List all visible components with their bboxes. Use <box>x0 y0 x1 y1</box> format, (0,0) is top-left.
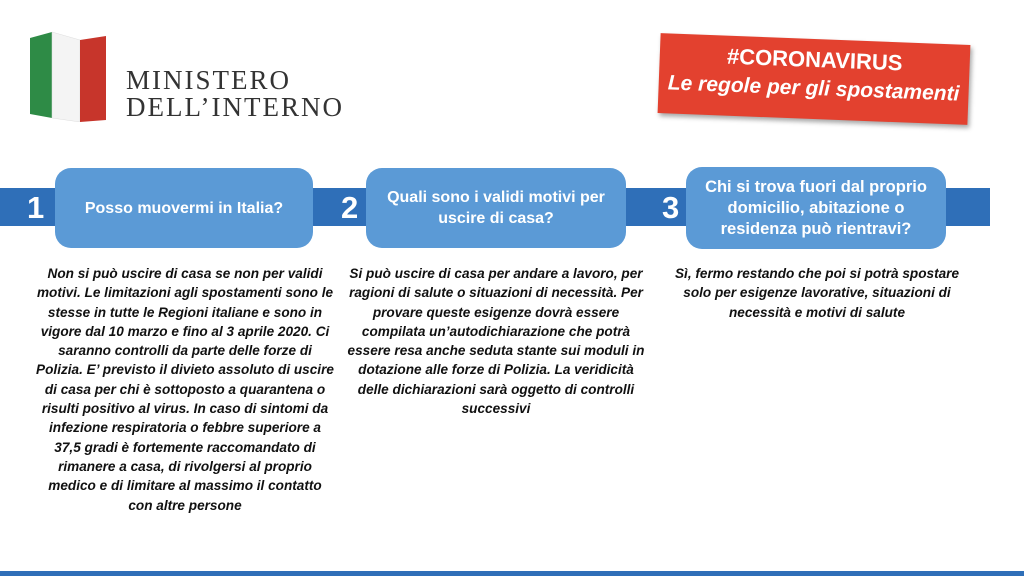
ministry-name-line1: MINISTERO <box>126 65 291 95</box>
step-number-2: 2 <box>341 190 359 225</box>
step-question-3: Chi si trova fuori dal proprio domicilio, abitazione o residenza può rientravi? <box>686 167 946 249</box>
step-answer-3: Sì, fermo restando che poi si potrà spostare solo per esigenze lavorative, situazioni di necessità e motivi di salute <box>674 266 960 320</box>
ministry-name-line2: DELL’INTERNO <box>126 92 344 122</box>
step-answer-1: Non si può uscire di casa se non per validi motivi. Le limitazioni agli spostamenti sono le stesse in tutte le Regioni italiane e sono in vigore dal 10 marzo e fino al 3 aprile 2020. Ci saranno controlli da parte delle forze di Polizia. E’ previsto il divieto assoluto di uscire di casa per chi è sottoposto a quarantena o risulti positivo al virus. In caso di sintomi da infezione respiratoria o febbre superiore a 37,5 gradi è fortemente raccomandato di rimanere a casa, di rivolgersi al proprio medico e di limitare al massimo il contatto con altre persone <box>36 266 334 513</box>
tag-hashtag: #CORONAVIRUS <box>726 43 903 76</box>
coronavirus-tag <box>658 33 971 125</box>
step-answer-2: Si può uscire di casa per andare a lavoro, per ragioni di salute o situazioni di necessità. Per provare queste esigenze dovrà essere compilata un’autodichiarazione che potrà essere resa anche seduta stante sui moduli in dotazione alle forze di Polizia. La veridicità delle dichiarazioni sarà oggetto di controlli successivi <box>347 266 645 417</box>
step-number-1: 1 <box>27 190 45 225</box>
step-question-2: Quali sono i validi motivi per uscire di casa? <box>366 168 626 248</box>
bottom-divider <box>0 571 1024 576</box>
tag-subtitle: Le regole per gli spostamenti <box>667 71 960 106</box>
step-number-3: 3 <box>662 190 680 225</box>
italian-flag-logo-icon <box>28 30 108 122</box>
step-question-1: Posso muovermi in Italia? <box>55 168 313 248</box>
